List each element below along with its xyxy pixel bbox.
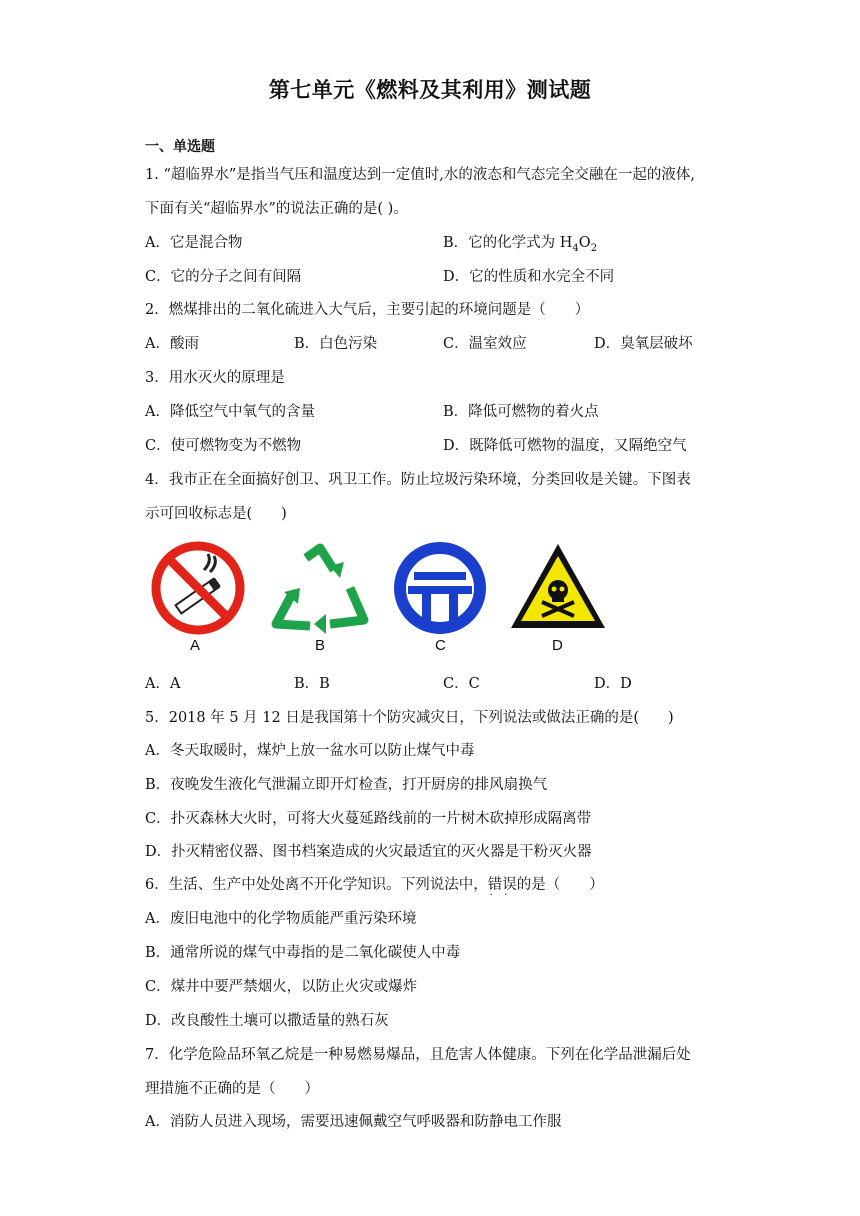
q1-option-b: B．它的化学式为 $H_4O_2$: [443, 235, 598, 254]
no-smoking-sign-icon: [150, 540, 246, 636]
q5-option-d: D．扑灭精密仪器、图书档案造成的火灾最适宜的灭火器是干粉灭火器: [145, 844, 592, 860]
q2-option-a: A．酸雨: [145, 336, 199, 352]
q7-stem-line1: 7．化学危险品环氧乙烷是一种易燃易爆品，且危害人体健康。下列在化学品泄漏后处: [145, 1047, 691, 1063]
q2-option-b: B．白色污染: [294, 336, 378, 352]
emphasized-word: 错误 · ·: [488, 877, 517, 893]
q3-option-c: C．使可燃物变为不燃物: [145, 438, 302, 454]
q2-option-c: C．温室效应: [443, 336, 527, 352]
q5-stem: 5．2018 年 5 月 12 日是我国第十个防灾减灾日，下列说法或做法正确的是( ): [145, 710, 674, 726]
recycle-sign-icon: [270, 540, 370, 636]
sign-label-d: D: [552, 637, 563, 654]
q3-stem: 3．用水灭火的原理是: [145, 370, 285, 386]
q7-stem-line2: 理措施不正确的是（ ）: [145, 1081, 319, 1097]
q2-option-d: D．臭氧层破坏: [594, 336, 693, 352]
q6-option-a: A．废旧电池中的化学物质能严重污染环境: [145, 911, 417, 927]
q1-option-a: A．它是混合物: [145, 235, 243, 251]
q4-option-a: A．A: [145, 676, 181, 692]
sign-label-b: B: [315, 637, 326, 654]
q3-option-b: B．降低可燃物的着火点: [443, 404, 599, 420]
sign-label-c: C: [435, 637, 446, 654]
q5-option-a: A．冬天取暖时，煤炉上放一盆水可以防止煤气中毒: [145, 743, 475, 759]
q6-stem: 6．生活、生产中处处离不开化学知识。下列说法中，错误 · ·的是（ ）: [145, 873, 604, 894]
q4-option-c: C．C: [443, 676, 480, 692]
page-title: 第七单元《燃料及其利用》测试题: [268, 78, 592, 102]
q1-stem-line1: 1. “超临界水”是指当气压和温度达到一定值时,水的液态和气态完全交融在一起的液体,: [145, 167, 695, 183]
section-heading: 一、单选题: [145, 139, 215, 155]
q3-option-d: D．既降低可燃物的温度，又隔绝空气: [443, 438, 687, 454]
q4-stem-line2: 示可回收标志是( ): [145, 506, 287, 522]
q3-option-a: A．降低空气中氧气的含量: [145, 404, 315, 420]
q4-option-b: B．B: [294, 676, 330, 692]
q5-option-b: B．夜晚发生液化气泄漏立即开灯检查，打开厨房的排风扇换气: [145, 777, 548, 793]
q6-option-d: D．改良酸性土壤可以撒适量的熟石灰: [145, 1013, 389, 1029]
sign-label-a: A: [190, 637, 201, 654]
q1-stem-line2: 下面有关“超临界水”的说法正确的是( )。: [145, 201, 408, 217]
q7-option-a: A．消防人员进入现场，需要迅速佩戴空气呼吸器和防静电工作服: [145, 1114, 562, 1130]
q4-stem-line1: 4．我市正在全面搞好创卫、巩卫工作。防止垃圾污染环境，分类回收是关键。下图表: [145, 472, 691, 488]
toxic-warning-sign-icon: [508, 540, 608, 632]
q1-option-c: C．它的分子之间有间隔: [145, 269, 302, 285]
q6-option-c: C．煤井中要严禁烟火，以防止火灾或爆炸: [145, 979, 418, 995]
q1-option-d: D．它的性质和水完全不同: [443, 269, 615, 285]
q4-option-d: D．D: [594, 676, 632, 692]
q2-stem: 2．燃煤排出的二氧化硫进入大气后，主要引起的环境问题是（ ）: [145, 302, 590, 318]
q6-option-b: B．通常所说的煤气中毒指的是二氧化碳使人中毒: [145, 945, 461, 961]
blue-circle-sign-icon: [392, 540, 488, 636]
q5-option-c: C．扑灭森林大火时，可将大火蔓延路线前的一片树木砍掉形成隔离带: [145, 811, 592, 827]
